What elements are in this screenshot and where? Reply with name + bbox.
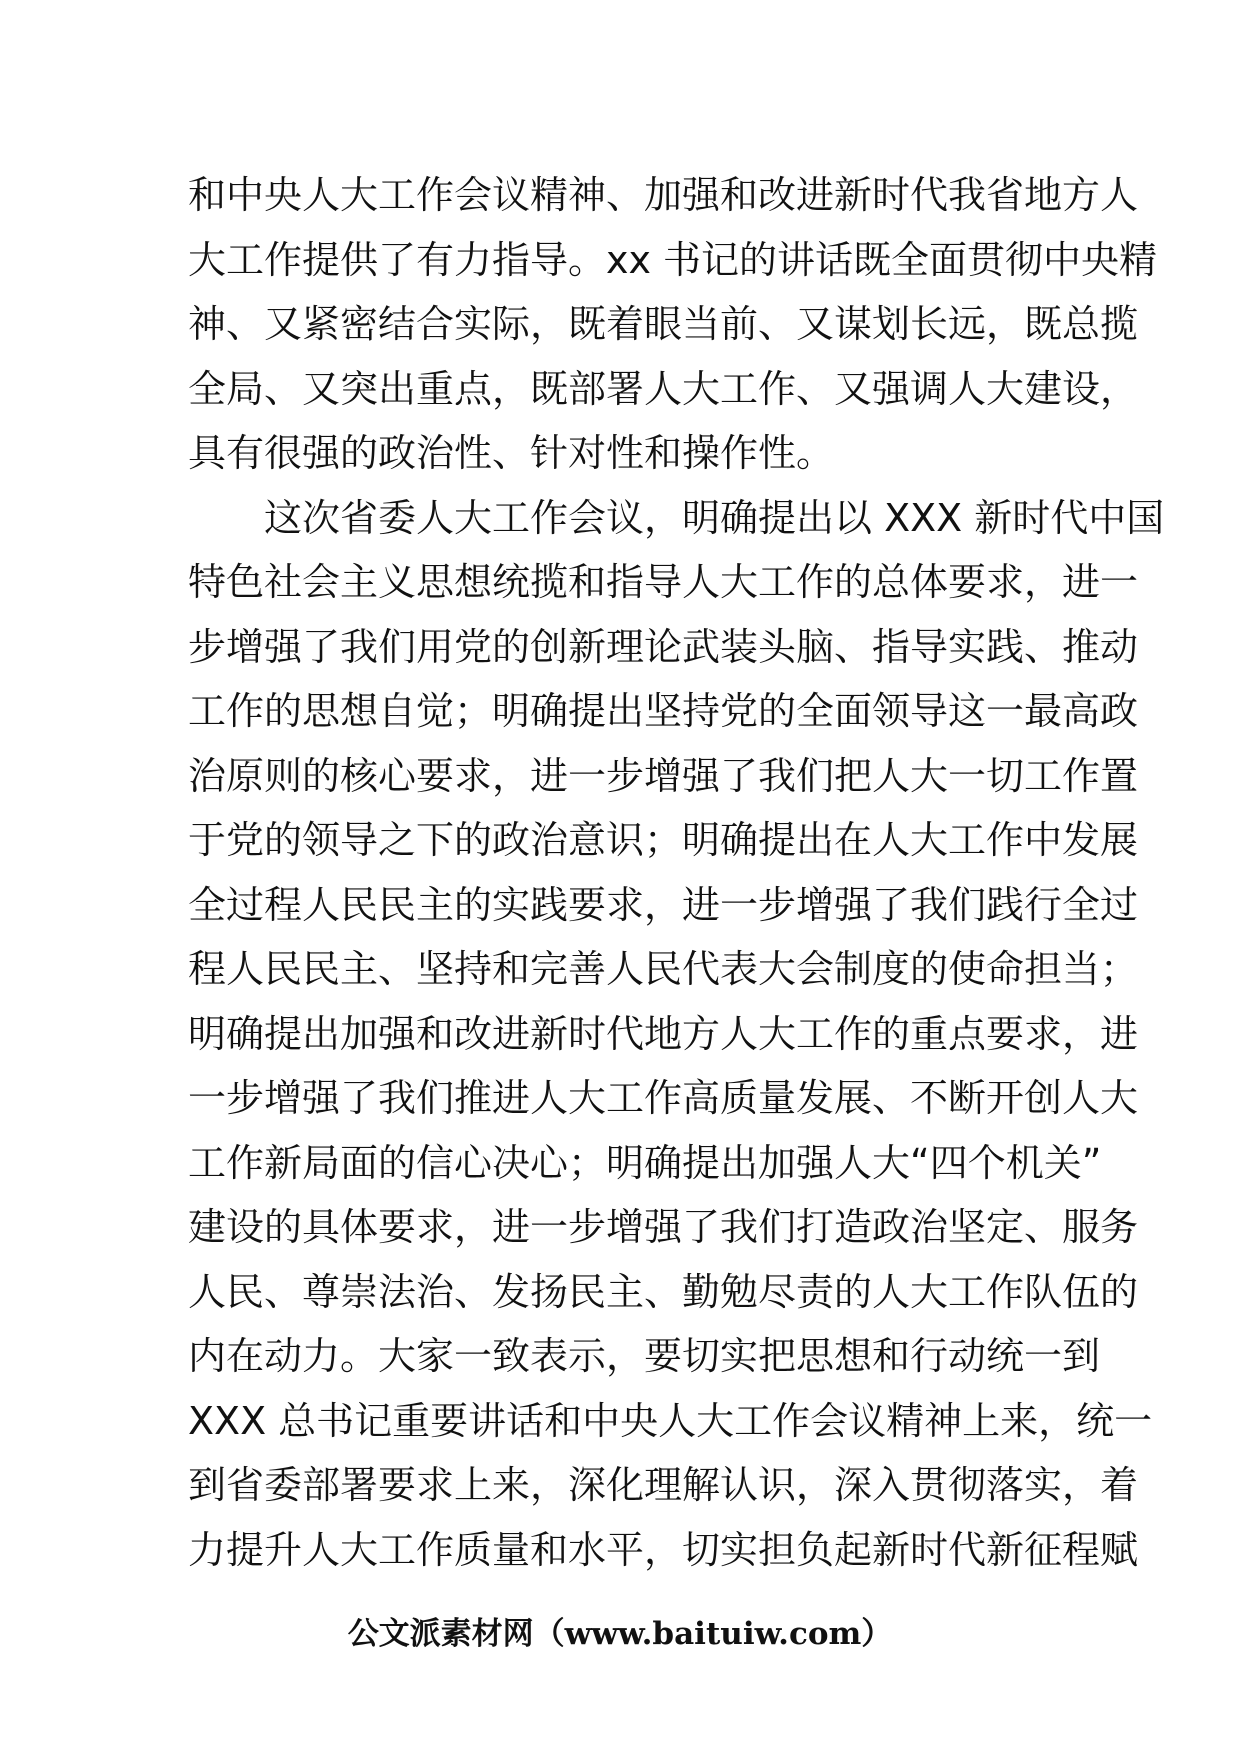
text-line: 程人民民主、坚持和完善人民代表大会制度的使命担当； — [188, 947, 1139, 991]
text-line: XXX 总书记重要讲话和中央人大工作会议精神上来，统一 — [188, 1398, 1153, 1443]
text-line: 治原则的核心要求，进一步增强了我们把人大一切工作置 — [188, 753, 1139, 798]
footer-watermark: 公文派素材网（www.baituiw.com） — [347, 1616, 893, 1652]
text-line: 步增强了我们用党的创新理论武装头脑、指导实践、推动 — [188, 624, 1139, 669]
text-line: 具有很强的政治性、针对性和操作性。 — [188, 431, 835, 475]
text-line: 人民、尊崇法治、发扬民主、勤勉尽责的人大工作队伍的 — [188, 1269, 1139, 1314]
text-line: 建设的具体要求，进一步增强了我们打造政治坚定、服务 — [188, 1205, 1139, 1249]
text-line: 于党的领导之下的政治意识；明确提出在人大工作中发展 — [188, 818, 1139, 862]
text-line: 工作新局面的信心决心；明确提出加强人大“四个机关” — [188, 1140, 1102, 1185]
text-line: 神、又紧密结合实际，既着眼当前、又谋划长远，既总揽 — [188, 302, 1139, 346]
text-line: 全局、又突出重点，既部署人大工作、又强调人大建设， — [188, 366, 1139, 411]
text-line: 和中央人大工作会议精神、加强和改进新时代我省地方人 — [188, 173, 1139, 217]
text-line: 特色社会主义思想统揽和指导人大工作的总体要求，进一 — [188, 560, 1139, 604]
text-line: 一步增强了我们推进人大工作高质量发展、不断开创人大 — [188, 1076, 1139, 1120]
text-line: 到省委部署要求上来，深化理解认识，深入贯彻落实，着 — [188, 1463, 1139, 1507]
text-line: 大工作提供了有力指导。xx 书记的讲话既全面贯彻中央精 — [188, 237, 1158, 282]
text-line: 内在动力。大家一致表示，要切实把思想和行动统一到 — [188, 1334, 1101, 1378]
text-line: 力提升人大工作质量和水平，切实担负起新时代新征程赋 — [188, 1527, 1139, 1572]
paragraph-start-line: 这次省委人大工作会议，明确提出以 XXX 新时代中国 — [264, 495, 1165, 540]
text-line: 工作的思想自觉；明确提出坚持党的全面领导这一最高政 — [188, 689, 1139, 733]
text-line: 全过程人民民主的实践要求，进一步增强了我们践行全过 — [188, 882, 1139, 927]
body-text — [188, 163, 1165, 1582]
text-line: 明确提出加强和改进新时代地方人大工作的重点要求，进 — [188, 1011, 1139, 1056]
